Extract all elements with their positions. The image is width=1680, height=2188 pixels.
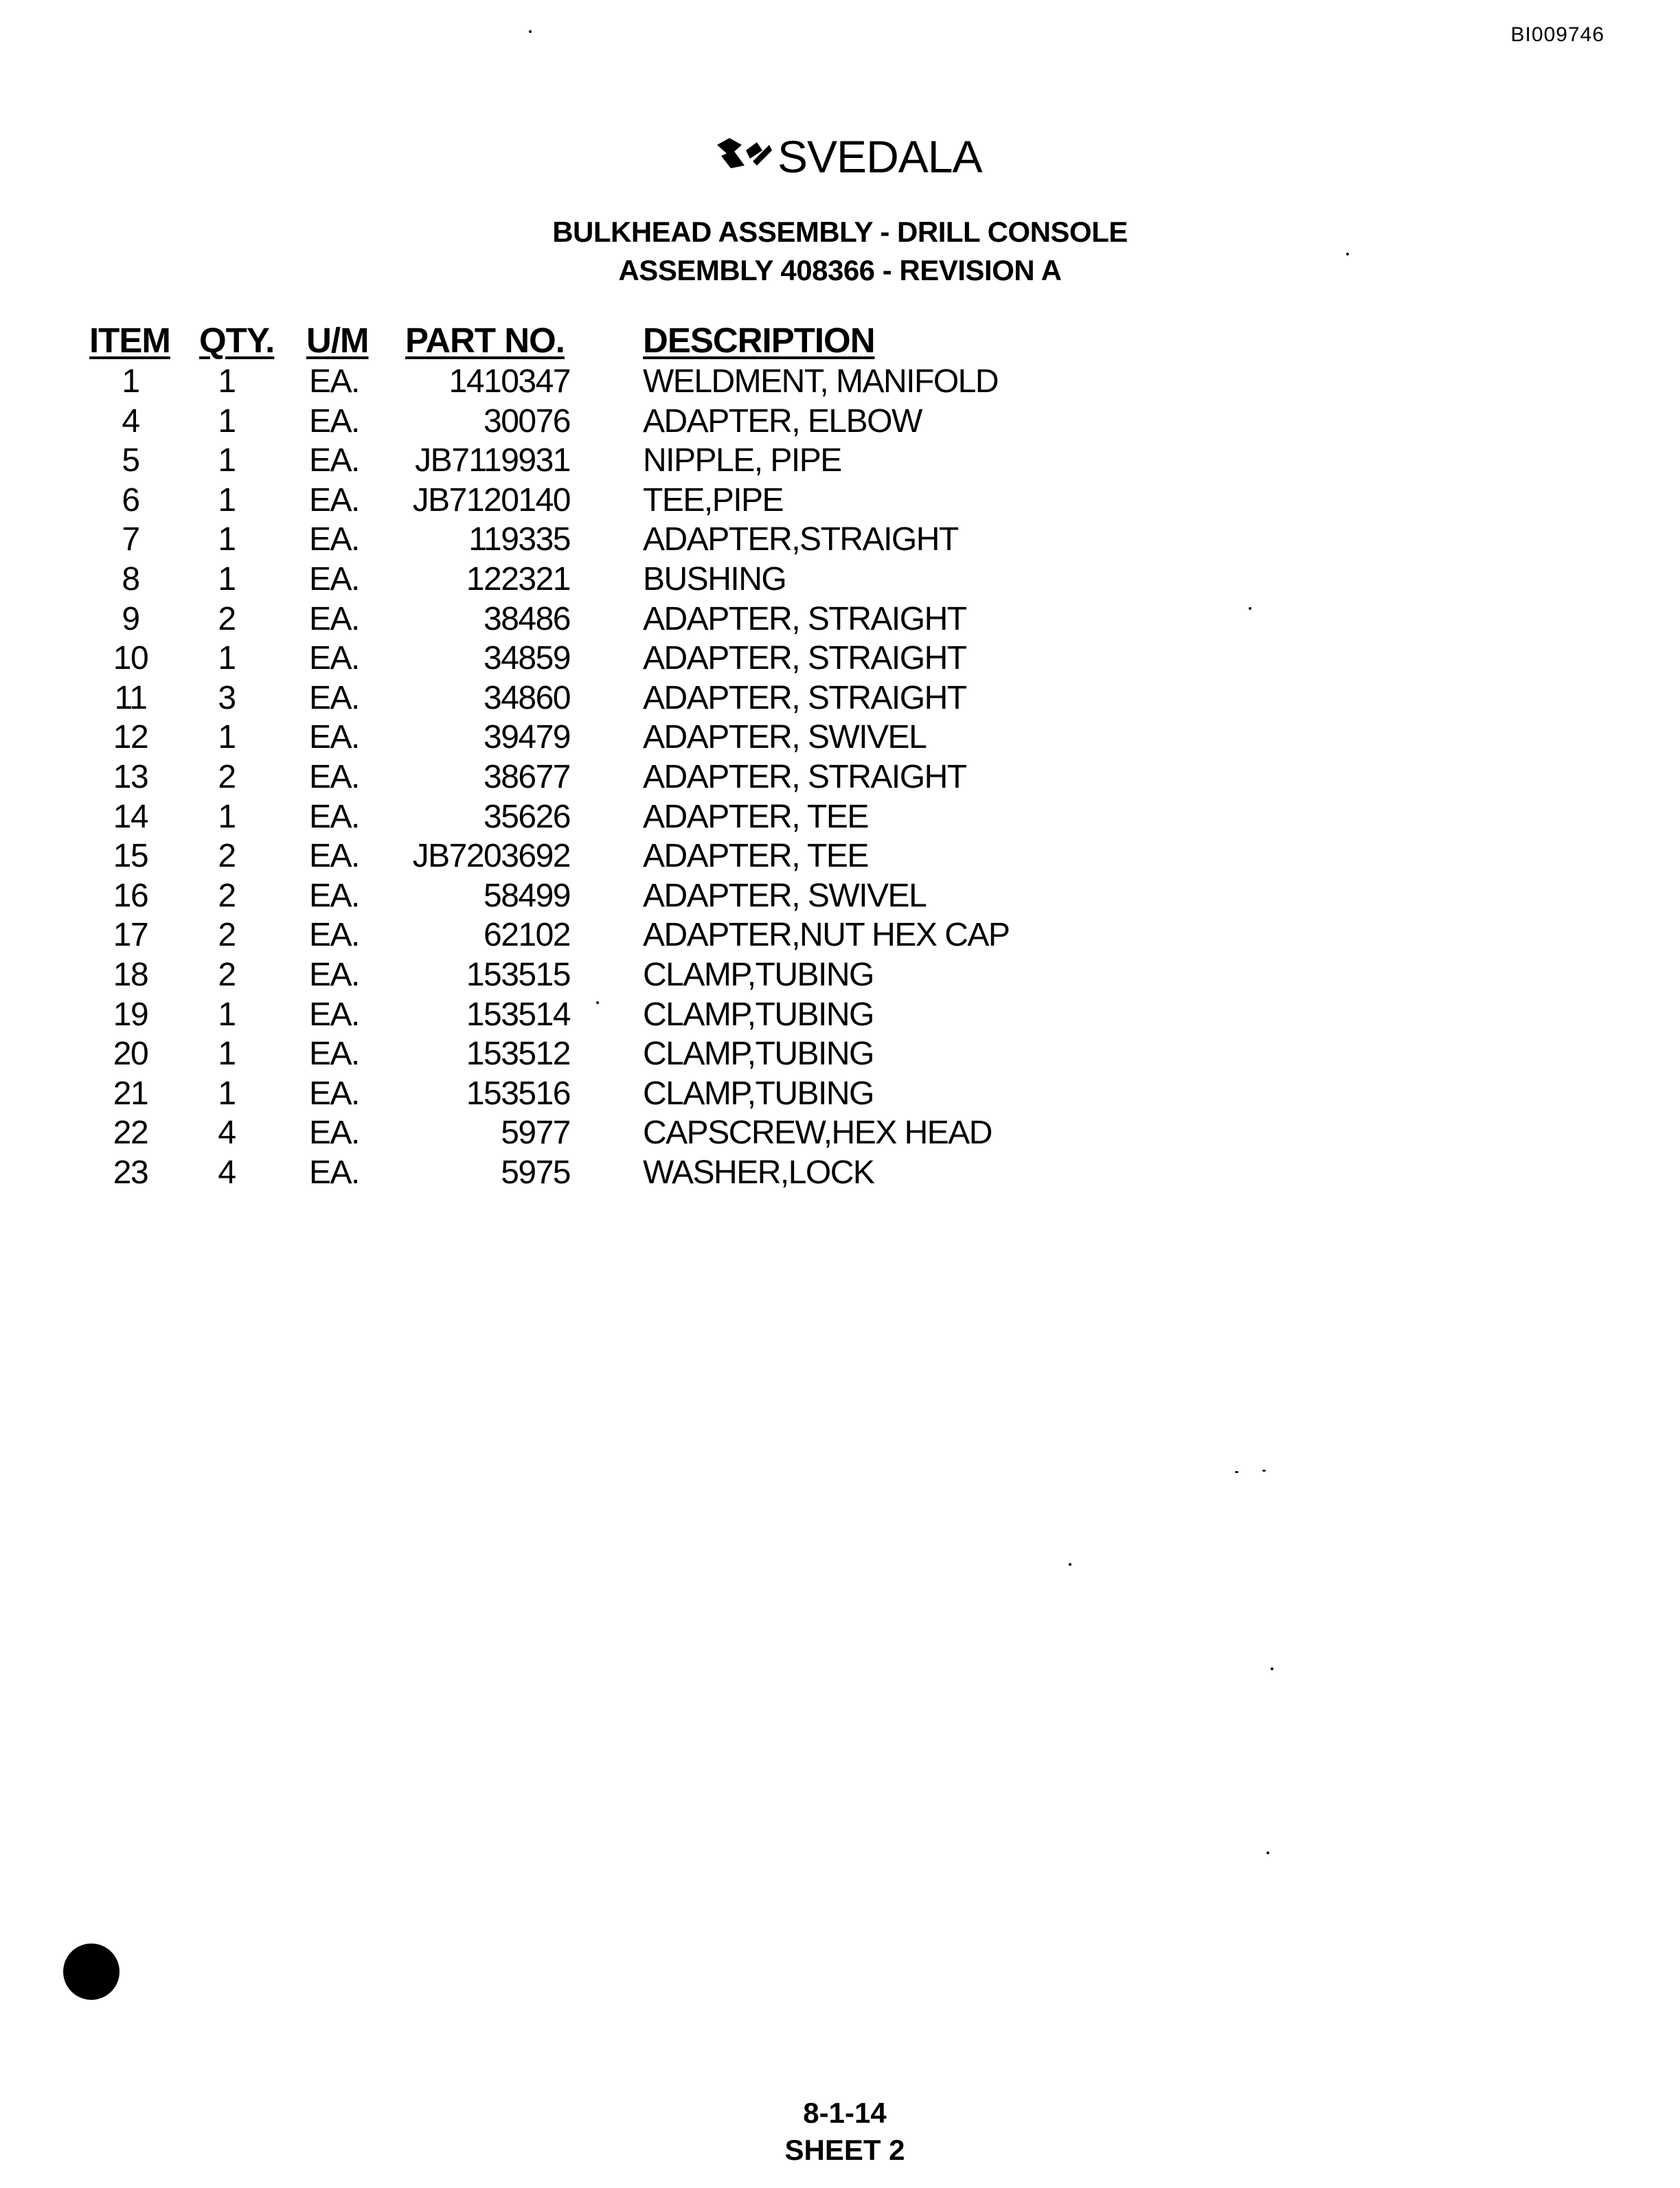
cell-um: EA. bbox=[309, 1115, 359, 1152]
table-row bbox=[0, 877, 1680, 917]
table-row bbox=[0, 1154, 1680, 1194]
cell-qty: 1 bbox=[218, 996, 236, 1033]
document-title bbox=[0, 213, 1680, 290]
cell-item: 7 bbox=[122, 521, 139, 558]
cell-qty: 2 bbox=[218, 957, 236, 993]
cell-qty: 2 bbox=[218, 877, 236, 914]
cell-description: ADAPTER, ELBOW bbox=[643, 402, 922, 440]
cell-description: ADAPTER, TEE bbox=[643, 798, 868, 835]
table-row bbox=[0, 402, 1680, 442]
cell-item: 4 bbox=[122, 402, 139, 440]
table-row bbox=[0, 1075, 1680, 1115]
cell-qty: 1 bbox=[218, 640, 236, 677]
cell-item: 19 bbox=[113, 996, 148, 1033]
cell-qty: 2 bbox=[218, 759, 236, 795]
table-row bbox=[0, 363, 1680, 402]
cell-part-no: 153512 bbox=[466, 1036, 570, 1073]
scan-speck bbox=[529, 30, 532, 33]
table-row bbox=[0, 600, 1680, 640]
header-part-no: PART NO. bbox=[405, 321, 565, 360]
header-item: ITEM bbox=[89, 321, 170, 360]
page-footer bbox=[742, 2095, 948, 2169]
cell-description: ADAPTER,STRAIGHT bbox=[643, 521, 958, 558]
cell-part-no: 122321 bbox=[466, 561, 570, 597]
company-logo bbox=[714, 130, 981, 183]
cell-qty: 4 bbox=[218, 1154, 236, 1191]
cell-description: CLAMP,TUBING bbox=[643, 1036, 874, 1073]
cell-qty: 1 bbox=[218, 719, 236, 756]
cell-part-no: JB7119931 bbox=[415, 442, 570, 479]
cell-description: ADAPTER, STRAIGHT bbox=[643, 600, 966, 637]
scan-speck bbox=[1235, 1471, 1238, 1473]
table-row bbox=[0, 1035, 1680, 1075]
scan-speck bbox=[1267, 1851, 1269, 1854]
cell-description: CAPSCREW,HEX HEAD bbox=[643, 1115, 992, 1152]
cell-um: EA. bbox=[309, 1075, 359, 1112]
cell-qty: 1 bbox=[218, 798, 236, 835]
sheet-number: SHEET 2 bbox=[784, 2134, 905, 2166]
cell-item: 9 bbox=[122, 600, 139, 637]
scan-speck bbox=[1262, 1470, 1266, 1472]
cell-part-no: 153515 bbox=[466, 957, 570, 993]
cell-um: EA. bbox=[309, 957, 359, 993]
cell-part-no: 35626 bbox=[484, 798, 570, 835]
cell-qty: 1 bbox=[218, 1075, 236, 1112]
scan-speck bbox=[596, 1001, 599, 1004]
cell-item: 15 bbox=[113, 838, 148, 875]
header-qty: QTY. bbox=[199, 321, 275, 360]
cell-um: EA. bbox=[309, 838, 359, 875]
table-row bbox=[0, 916, 1680, 956]
table-row bbox=[0, 560, 1680, 600]
scan-speck bbox=[1249, 607, 1251, 610]
scan-speck bbox=[1069, 1563, 1071, 1566]
cell-description: ADAPTER, STRAIGHT bbox=[643, 679, 966, 716]
table-row bbox=[0, 837, 1680, 877]
cell-description: CLAMP,TUBING bbox=[643, 1075, 874, 1112]
table-row bbox=[0, 639, 1680, 679]
cell-qty: 1 bbox=[218, 521, 236, 558]
cell-description: CLAMP,TUBING bbox=[643, 996, 874, 1033]
table-row bbox=[0, 718, 1680, 758]
cell-part-no: 5977 bbox=[501, 1115, 570, 1152]
cell-um: EA. bbox=[309, 442, 359, 479]
cell-um: EA. bbox=[309, 521, 359, 558]
cell-um: EA. bbox=[309, 877, 359, 914]
table-row bbox=[0, 1114, 1680, 1154]
cell-item: 13 bbox=[113, 759, 148, 795]
cell-description: BUSHING bbox=[643, 561, 786, 597]
cell-item: 22 bbox=[113, 1115, 148, 1152]
cell-item: 8 bbox=[122, 561, 139, 597]
cell-um: EA. bbox=[309, 917, 359, 954]
cell-description: ADAPTER, SWIVEL bbox=[643, 877, 927, 914]
punch-hole bbox=[63, 1944, 120, 2000]
table-row bbox=[0, 996, 1680, 1036]
cell-qty: 2 bbox=[218, 600, 236, 637]
table-row bbox=[0, 679, 1680, 719]
cell-um: EA. bbox=[309, 561, 359, 597]
cell-part-no: 119335 bbox=[468, 521, 570, 558]
cell-um: EA. bbox=[309, 996, 359, 1033]
header-um: U/M bbox=[306, 321, 369, 360]
cell-description: WASHER,LOCK bbox=[643, 1154, 874, 1191]
cell-um: EA. bbox=[309, 719, 359, 756]
logo-text: SVEDALA bbox=[777, 131, 982, 182]
cell-part-no: 34859 bbox=[484, 640, 570, 677]
cell-um: EA. bbox=[309, 798, 359, 835]
cell-part-no: 38677 bbox=[484, 759, 570, 795]
cell-description: CLAMP,TUBING bbox=[643, 957, 874, 993]
scan-speck bbox=[1346, 253, 1349, 255]
cell-item: 21 bbox=[113, 1075, 148, 1112]
cell-qty: 3 bbox=[218, 679, 236, 716]
cell-item: 11 bbox=[114, 679, 147, 716]
cell-description: ADAPTER, STRAIGHT bbox=[643, 759, 966, 795]
cell-part-no: JB7120140 bbox=[412, 481, 570, 518]
header-description: DESCRIPTION bbox=[643, 321, 875, 360]
scan-speck bbox=[1271, 1667, 1273, 1670]
cell-qty: 2 bbox=[218, 838, 236, 875]
cell-part-no: 34860 bbox=[484, 679, 570, 716]
cell-description: ADAPTER, TEE bbox=[643, 838, 868, 875]
cell-um: EA. bbox=[309, 402, 359, 440]
cell-part-no: 1410347 bbox=[449, 363, 570, 400]
page-number: 8-1-14 bbox=[803, 2097, 887, 2129]
cell-qty: 1 bbox=[218, 363, 236, 400]
title-line-1: BULKHEAD ASSEMBLY - DRILL CONSOLE bbox=[552, 216, 1128, 248]
cell-item: 17 bbox=[113, 917, 148, 954]
table-row bbox=[0, 521, 1680, 560]
cell-item: 16 bbox=[113, 877, 148, 914]
cell-description: NIPPLE, PIPE bbox=[643, 442, 841, 479]
cell-part-no: 38486 bbox=[484, 600, 570, 637]
cell-description: WELDMENT, MANIFOLD bbox=[643, 363, 999, 400]
cell-item: 5 bbox=[122, 442, 139, 479]
svedala-diamond-logo-icon bbox=[714, 135, 773, 178]
cell-um: EA. bbox=[309, 1036, 359, 1073]
cell-um: EA. bbox=[309, 481, 359, 518]
cell-um: EA. bbox=[309, 1154, 359, 1191]
cell-um: EA. bbox=[309, 600, 359, 637]
cell-description: ADAPTER, SWIVEL bbox=[643, 719, 927, 756]
cell-description: ADAPTER, STRAIGHT bbox=[643, 640, 966, 677]
cell-part-no: 62102 bbox=[484, 917, 570, 954]
cell-item: 12 bbox=[113, 719, 148, 756]
table-row bbox=[0, 442, 1680, 481]
table-row bbox=[0, 481, 1680, 521]
cell-item: 20 bbox=[113, 1036, 148, 1073]
cell-item: 10 bbox=[113, 640, 148, 677]
cell-part-no: 153516 bbox=[466, 1075, 570, 1112]
cell-part-no: JB7203692 bbox=[412, 838, 570, 875]
cell-part-no: 30076 bbox=[484, 402, 570, 440]
cell-um: EA. bbox=[309, 759, 359, 795]
cell-item: 1 bbox=[122, 363, 139, 400]
cell-qty: 1 bbox=[218, 481, 236, 518]
cell-part-no: 58499 bbox=[484, 877, 570, 914]
table-row bbox=[0, 956, 1680, 996]
cell-qty: 2 bbox=[218, 917, 236, 954]
cell-qty: 1 bbox=[218, 561, 236, 597]
cell-part-no: 5975 bbox=[501, 1154, 570, 1191]
cell-um: EA. bbox=[309, 363, 359, 400]
cell-item: 6 bbox=[122, 481, 139, 518]
cell-um: EA. bbox=[309, 679, 359, 716]
cell-item: 23 bbox=[113, 1154, 148, 1191]
table-row bbox=[0, 758, 1680, 798]
cell-item: 14 bbox=[113, 798, 148, 835]
cell-part-no: 153514 bbox=[466, 996, 570, 1033]
cell-qty: 1 bbox=[218, 442, 236, 479]
cell-item: 18 bbox=[113, 957, 148, 993]
document-id: BI009746 bbox=[1510, 23, 1604, 46]
cell-description: TEE,PIPE bbox=[643, 481, 784, 518]
cell-qty: 1 bbox=[218, 1036, 236, 1073]
table-row bbox=[0, 798, 1680, 838]
cell-description: ADAPTER,NUT HEX CAP bbox=[643, 917, 1010, 954]
cell-part-no: 39479 bbox=[484, 719, 570, 756]
cell-um: EA. bbox=[309, 640, 359, 677]
cell-qty: 4 bbox=[218, 1115, 236, 1152]
cell-qty: 1 bbox=[218, 402, 236, 440]
title-line-2: ASSEMBLY 408366 - REVISION A bbox=[618, 254, 1062, 286]
